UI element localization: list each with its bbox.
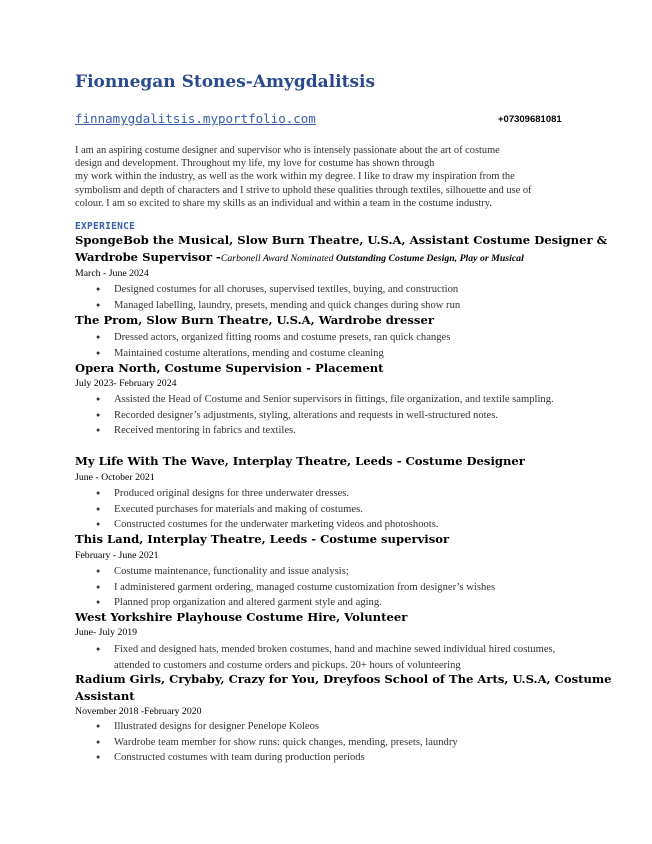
- job-title: Opera North, Costume Supervision - Placement: [75, 361, 384, 375]
- bio-line: colour. I am so excited to share my skills as an individual and within a team in the costume industry.: [75, 197, 492, 209]
- job-bullets: [94, 564, 564, 611]
- list-item: ● Dressed actors, organized fitting rooms and costume presets, ran quick changes: [94, 330, 564, 346]
- bio-line: symbolism and depth of characters and I strive to uphold these qualities through textiles, silhouette and use of: [75, 184, 532, 196]
- job-title: The Prom, Slow Burn Theatre, U.S.A, Wardrobe dresser: [75, 313, 434, 327]
- list-item: ● Illustrated designs for designer Penelope Koleos: [94, 719, 564, 735]
- job-title: My Life With The Wave, Interplay Theatre, Leeds - Costume Designer: [75, 454, 525, 468]
- job-title: SpongeBob the Musical, Slow Burn Theatre, U.S.A, Assistant Costume Designer &: [75, 233, 608, 247]
- job-title-continued: Assistant: [75, 689, 135, 703]
- job-date: June- July 2019: [75, 627, 138, 638]
- job-title: Radium Girls, Crybaby, Crazy for You, Dreyfoos School of The Arts, U.S.A, Costume: [75, 672, 612, 686]
- job-bullets: [94, 486, 564, 533]
- bio-line: I am an aspiring costume designer and supervisor who is intensely passionate about the art of costume: [75, 145, 500, 156]
- bio-line: design and development. Throughout my life, my love for costume has shown through: [75, 158, 435, 170]
- job-date: March - June 2024: [75, 268, 149, 279]
- job-bullets: [94, 642, 564, 673]
- list-item: ● Designed costumes for all choruses, supervised textiles, buying, and construction: [94, 282, 564, 298]
- list-item: ● I administered garment ordering, managed costume customization from designer’s wishes: [94, 580, 564, 596]
- list-item: ● Costume maintenance, functionality and issue analysis;: [94, 564, 564, 580]
- award-note: [221, 253, 524, 264]
- list-item: ● Received mentoring in fabrics and textiles.: [94, 423, 564, 439]
- list-item: ● Managed labelling, laundry, presets, mending and quick changes during show run: [94, 298, 564, 314]
- list-item: ● Planned prop organization and altered garment style and aging.: [94, 595, 564, 611]
- job-title: This Land, Interplay Theatre, Leeds - Costume supervisor: [75, 532, 450, 546]
- job-bullets: [94, 392, 564, 439]
- phone-number: +07309681081: [498, 114, 562, 125]
- bio-line: my work within the industry, as well as the work within my degree. I like to draw my inspiration from the: [75, 171, 515, 183]
- job-bullets: [94, 330, 564, 361]
- job-title: West Yorkshire Playhouse Costume Hire, Volunteer: [75, 610, 408, 624]
- candidate-name: Fionnegan Stones-Amygdalitsis: [75, 72, 376, 92]
- job-bullets: [94, 282, 564, 313]
- list-item: ● Fixed and designed hats, mended broken costumes, hand and machine sewed individual hired costumes, attended to customers and costume orders and pickups. 20+ hours of volunteering: [94, 642, 564, 673]
- portfolio-link[interactable]: finnamygdalitsis.myportfolio.com: [75, 111, 316, 126]
- list-item: ● Executed purchases for materials and making of costumes.: [94, 502, 564, 518]
- job-title-line2: Wardrobe Supervisor -: [75, 250, 221, 264]
- list-item: ● Constructed costumes with team during production periods: [94, 750, 564, 766]
- list-item: ● Wardrobe team member for show runs: quick changes, mending, presets, laundry: [94, 735, 564, 751]
- section-heading-experience: EXPERIENCE: [75, 221, 136, 232]
- job-date: November 2018 -February 2020: [75, 706, 202, 717]
- job-date: June - October 2021: [75, 472, 155, 483]
- job-date: February - June 2021: [75, 550, 159, 561]
- list-item: ● Produced original designs for three underwater dresses.: [94, 486, 564, 502]
- list-item: ● Assisted the Head of Costume and Senior supervisors in fittings, file organization, and textile sampling.: [94, 392, 564, 408]
- list-item: ● Recorded designer’s adjustments, styling, alterations and requests in well-structured notes.: [94, 408, 564, 424]
- job-date: July 2023- February 2024: [75, 378, 177, 389]
- bio-paragraph: [75, 144, 575, 210]
- list-item: ● Maintained costume alterations, mending and costume cleaning: [94, 346, 564, 362]
- award-prefix: Carbonell Award Nominated: [220, 253, 336, 264]
- job-title-continued: [75, 249, 524, 267]
- job-bullets: [94, 719, 564, 766]
- list-item: ● Constructed costumes for the underwater marketing videos and photoshoots.: [94, 517, 564, 533]
- award-category: Outstanding Costume Design, Play or Musical: [335, 253, 524, 264]
